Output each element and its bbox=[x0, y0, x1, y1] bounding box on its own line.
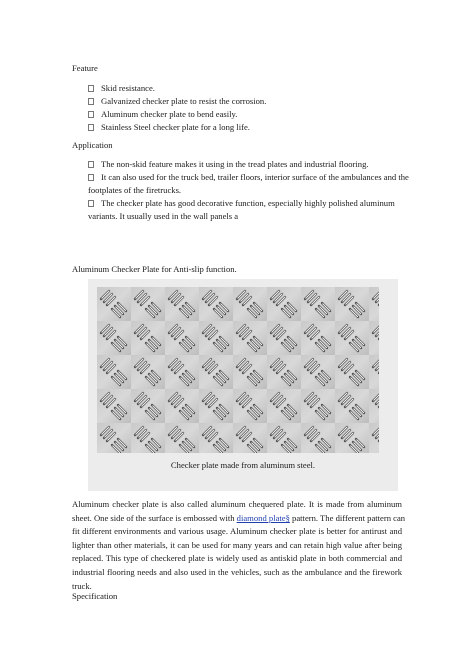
checker-plate-image bbox=[97, 287, 379, 453]
feature-item-1: Skid resistance. bbox=[101, 83, 155, 93]
feature-item-3: Aluminum checker plate to bend easily. bbox=[101, 109, 238, 119]
specification-heading: Specification bbox=[72, 591, 118, 601]
description-line-3: fit different environments and various usage. Aluminum checker plate is better for antirust and bbox=[72, 526, 402, 537]
description-line-2-end: pattern. The different pattern can bbox=[289, 512, 406, 523]
description-paragraph bbox=[72, 498, 406, 593]
description-line-2 bbox=[72, 512, 406, 526]
bullet-box-icon bbox=[88, 111, 94, 118]
feature-item-4: Stainless Steel checker plate for a long life. bbox=[101, 122, 250, 132]
feature-heading: Feature bbox=[72, 63, 98, 73]
description-line-7: truck. bbox=[72, 580, 92, 591]
application-item-2-line-2: footplates of the firetrucks. bbox=[88, 185, 182, 195]
description-line-1: Aluminum checker plate is also called aluminum chequered plate. It is made from aluminum bbox=[72, 499, 402, 509]
bullet-box-icon bbox=[88, 85, 94, 92]
application-item-3-line-2: variants. It usually used in the wall panels a bbox=[88, 211, 239, 221]
application-item-3-line-1: The checker plate has good decorative function, especially highly polished aluminum bbox=[101, 198, 395, 208]
bullet-box-icon bbox=[88, 124, 94, 131]
bullet-box-icon bbox=[88, 174, 94, 181]
description-line-6: industrial flooring needs and also used in the vehicles, such as the ambulance and the firework bbox=[72, 566, 402, 577]
diamond-plate-link[interactable]: diamond plate§ bbox=[236, 512, 290, 523]
figure-box bbox=[88, 279, 398, 491]
description-line-5: replaced. This type of checkered plate is widely used as antiskid plate in both commercial and bbox=[72, 553, 402, 564]
application-item-2-line-1: It can also used for the truck bed, trailer floors, interior surface of the ambulances and the bbox=[101, 172, 409, 182]
description-line-2-start: sheet. One side of the surface is embossed with bbox=[72, 512, 237, 523]
application-heading: Application bbox=[72, 140, 113, 150]
figure-title: Aluminum Checker Plate for Anti-slip function. bbox=[72, 264, 237, 274]
figure-caption: Checker plate made from aluminum steel. bbox=[170, 460, 316, 470]
bullet-box-icon bbox=[88, 200, 94, 207]
bullet-box-icon bbox=[88, 98, 94, 105]
feature-item-2: Galvanized checker plate to resist the corrosion. bbox=[101, 96, 267, 106]
bullet-box-icon bbox=[88, 161, 94, 168]
description-line-4: lighter than other materials, it can be used for many years and can retain high value after being bbox=[72, 539, 402, 550]
application-item-1: The non-skid feature makes it using in the tread plates and industrial flooring. bbox=[101, 159, 369, 169]
